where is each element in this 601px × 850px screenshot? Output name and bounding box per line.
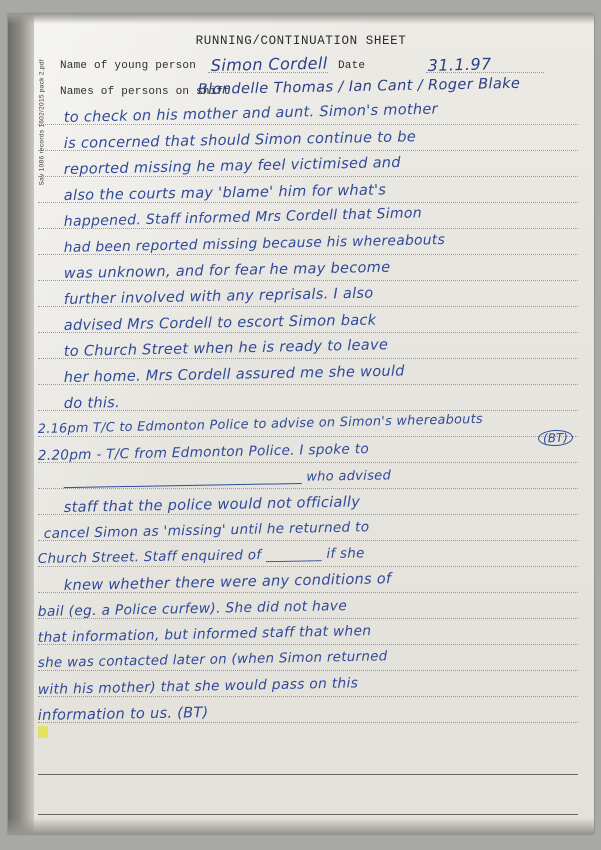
handwritten-line: also the courts may 'blame' him for what's	[63, 182, 387, 204]
ruled-lines-area	[37, 101, 578, 738]
handwritten-line: bail (eg. a Police curfew). She did not have	[37, 598, 348, 620]
date-field-label: Date	[338, 60, 366, 72]
handwritten-line: 2.16pm T/C to Edmonton Police to advise on Simon's whereabouts	[37, 411, 484, 437]
document-title: RUNNING/CONTINUATION SHEET	[195, 34, 407, 48]
handwritten-line: reported missing he may feel victimised and	[63, 154, 401, 178]
handwritten-line: staff that the police would not officially	[63, 494, 361, 516]
handwritten-line: cancel Simon as 'missing' until he returned to	[43, 519, 370, 542]
side-stamp-text: Sav 1086 records 1602/2015 pack 2.pdf	[38, 59, 46, 186]
handwritten-line: was unknown, and for fear he may become	[63, 259, 391, 282]
date-field-value: 31.1.97	[427, 54, 492, 75]
handwritten-line: further involved with any reprisals. I also	[63, 285, 374, 308]
handwritten-line: she was contacted later on (when Simon returned	[37, 649, 388, 671]
footer-rule-bottom	[38, 814, 578, 815]
handwritten-line: knew whether there were any conditions of	[63, 571, 392, 594]
shift-field-label: Names of persons on shift	[60, 86, 231, 98]
handwritten-line: had been reported missing because his whereabouts	[63, 232, 446, 256]
shift-field-value: Blondelle Thomas / Ian Cant / Roger Blake	[197, 75, 521, 98]
handwritten-line: happened. Staff informed Mrs Cordell that Simon	[63, 205, 423, 230]
name-field-value: Simon Cordell	[210, 53, 328, 75]
scan-edge-top	[8, 14, 594, 24]
handwritten-line: do this.	[63, 395, 121, 412]
paper-sheet	[8, 14, 594, 834]
handwritten-line: with his mother) that she would pass on this	[37, 675, 359, 698]
handwritten-line: to Church Street when he is ready to leave	[63, 337, 389, 360]
handwritten-line: 2.20pm - T/C from Edmonton Police. I spoke to	[37, 441, 370, 464]
handwritten-line: advised Mrs Cordell to escort Simon back	[63, 312, 377, 334]
initials-annotation: (BT)	[538, 429, 573, 446]
handwritten-line: is concerned that should Simon continue to be	[63, 129, 417, 152]
scan-edge-left	[8, 14, 34, 834]
handwritten-line: her home. Mrs Cordell assured me she would	[63, 363, 405, 386]
footer-rule-top	[38, 774, 578, 775]
handwritten-line: ___________________________________ who advised	[63, 468, 392, 489]
name-field-label: Name of young person	[60, 60, 197, 72]
handwritten-line: Church Street. Staff enquired of ________ if she	[37, 546, 365, 567]
scan-edge-bottom	[8, 818, 594, 834]
handwritten-line: that information, but informed staff that when	[37, 623, 372, 646]
handwritten-line: information to us. (BT)	[37, 705, 209, 724]
handwritten-line: to check on his mother and aunt. Simon's mother	[63, 101, 439, 126]
